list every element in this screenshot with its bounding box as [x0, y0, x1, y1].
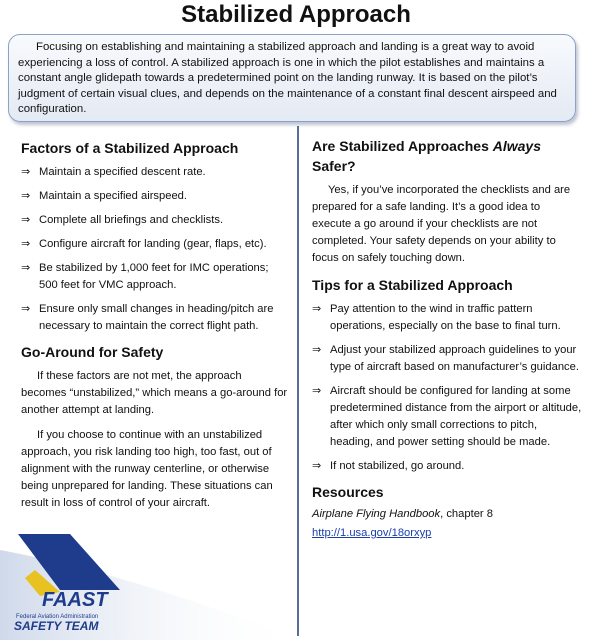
list-item: ⇒ Pay attention to the wind in traffic pattern operations, especially on the base to final turn.: [312, 303, 561, 332]
safer-heading: Are Stabilized Approaches Always Safer?: [312, 138, 541, 174]
logo-name: FAAST: [42, 589, 108, 611]
list-item: ⇒ Be stabilized by 1,000 feet for IMC operations; 500 feet for VMC approach.: [21, 262, 269, 291]
list-item: ⇒ Maintain a specified descent rate.: [21, 164, 289, 181]
book-title: Airplane Flying Handbook: [312, 508, 441, 520]
resource-link[interactable]: http://1.usa.gov/18orxyp: [312, 527, 432, 539]
right-column: [312, 136, 582, 542]
factors-heading: Factors of a Stabilized Approach: [21, 140, 239, 156]
logo-team: SAFETY TEAM: [14, 619, 99, 633]
goaround-paragraph-1: If these factors are not met, the approach becomes “unstabilized,” which means a go-around for another attempt at landing.: [21, 370, 288, 416]
faast-logo: [0, 530, 300, 640]
intro-box: Focusing on establishing and maintaining a stabilized approach and landing is a great way to avoid experiencing a loss of control. A stabilized approach is one in which the pilot establishes and maintains a constant angle glidepath towards a predetermined point on the landing runway. It is based on the pilot’s judgment of certain visual clues, and depends on the maintenance of a constant final descent airspeed and configuration.: [8, 34, 576, 122]
arrow-icon: ⇒: [21, 262, 31, 274]
arrow-icon: ⇒: [312, 460, 322, 472]
arrow-icon: ⇒: [312, 303, 322, 315]
safer-paragraph: Yes, if you’ve incorporated the checklists and are prepared for a safe landing. It’s a good idea to execute a go around if your checklists are not completed. Your safety depends on your ability to focus on safely touching down.: [312, 184, 571, 264]
arrow-icon: ⇒: [21, 214, 31, 226]
tips-list: [312, 301, 582, 475]
list-item: ⇒ Complete all briefings and checklists.: [21, 212, 289, 229]
list-item: ⇒ Aircraft should be configured for landing at some predetermined distance from the airport or altitude, after which only small corrections to pitch, heading, and power setting should be made.: [312, 385, 582, 448]
arrow-icon: ⇒: [21, 190, 31, 202]
logo-agency: Federal Aviation Administration: [16, 614, 99, 620]
factors-list: [21, 164, 289, 335]
list-item: ⇒ Adjust your stabilized approach guidelines to your type of aircraft based on manufacturer’s guidance.: [312, 344, 579, 373]
arrow-icon: ⇒: [312, 385, 322, 397]
list-item: ⇒ Maintain a specified airspeed.: [21, 188, 289, 205]
arrow-icon: ⇒: [21, 238, 31, 250]
goaround-paragraph-2: If you choose to continue with an unstabilized approach, you risk landing too high, too fast, out of alignment with the runway centerline, or otherwise being unprepared for landing. These situations can result in loss of control of your aircraft.: [21, 429, 273, 509]
list-item: ⇒ If not stabilized, go around.: [312, 458, 582, 475]
arrow-icon: ⇒: [312, 344, 322, 356]
resources-heading: Resources: [312, 484, 384, 500]
page-title: Stabilized Approach: [181, 1, 411, 28]
goaround-heading: Go-Around for Safety: [21, 344, 164, 360]
tips-heading: Tips for a Stabilized Approach: [312, 277, 513, 293]
arrow-icon: ⇒: [21, 166, 31, 178]
arrow-icon: ⇒: [21, 303, 31, 315]
list-item: ⇒ Ensure only small changes in heading/pitch are necessary to maintain the correct flight path.: [21, 303, 274, 332]
resource-book: Airplane Flying Handbook, chapter 8: [312, 508, 493, 520]
left-column: [21, 138, 289, 512]
list-item: ⇒ Configure aircraft for landing (gear, flaps, etc).: [21, 236, 289, 253]
